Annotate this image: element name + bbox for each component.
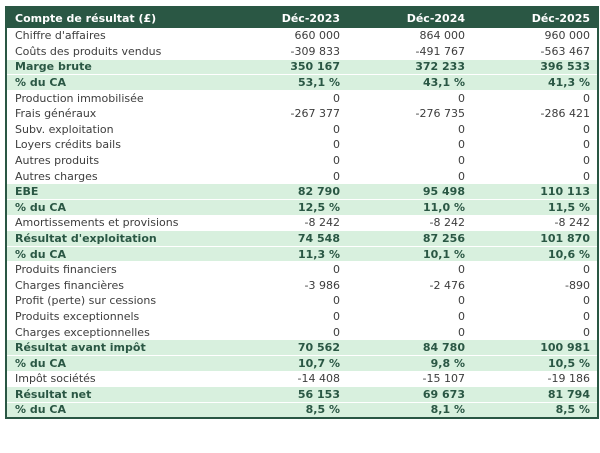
table-row [6, 309, 598, 325]
table-row [6, 44, 598, 60]
cell-value: 0 [333, 138, 340, 152]
cell-value: -3 986 [304, 278, 340, 292]
table-row [6, 355, 598, 371]
row-label: Coûts des produits vendus [15, 44, 162, 58]
cell-value: 0 [333, 325, 340, 339]
row-label: % du CA [15, 247, 66, 261]
cell-value: -15 107 [422, 372, 465, 386]
table-row [6, 387, 598, 403]
cell-value: 87 256 [422, 232, 465, 246]
cell-value: 0 [458, 169, 465, 183]
cell-value: 0 [333, 91, 340, 105]
row-label: Profit (perte) sur cessions [15, 294, 157, 308]
cell-value: 0 [458, 263, 465, 277]
table-header [6, 7, 598, 28]
cell-value: 11,0 % [423, 200, 465, 214]
cell-value: 0 [333, 294, 340, 308]
table-row [6, 184, 598, 200]
cell-value: 0 [583, 91, 590, 105]
row-label: Frais généraux [15, 107, 97, 121]
cell-value: 0 [333, 154, 340, 168]
column-header-dec-2024: Déc-2024 [347, 7, 472, 28]
cell-value: -14 408 [297, 372, 340, 386]
row-label: Résultat d'exploitation [15, 232, 157, 246]
cell-value: 0 [458, 138, 465, 152]
table-row [6, 231, 598, 247]
row-label: Résultat avant impôt [15, 341, 146, 355]
row-label: Autres produits [15, 154, 100, 168]
cell-value: 110 113 [540, 185, 590, 199]
cell-value: 0 [583, 263, 590, 277]
cell-value: 0 [458, 294, 465, 308]
header-row [6, 7, 598, 28]
cell-value: -267 377 [290, 107, 340, 121]
cell-value: 660 000 [294, 29, 340, 43]
cell-value: 0 [583, 122, 590, 136]
cell-value: 53,1 % [298, 76, 340, 90]
table-row [6, 340, 598, 356]
table-row [6, 246, 598, 262]
cell-value: -491 767 [415, 44, 465, 58]
cell-value: -8 242 [429, 216, 465, 230]
table-row [6, 371, 598, 387]
cell-value: 864 000 [419, 29, 465, 43]
cell-value: -563 467 [540, 44, 590, 58]
row-label: Impôt sociétés [15, 372, 96, 386]
column-header-dec-2025: Déc-2025 [472, 7, 598, 28]
table-row [6, 28, 598, 44]
cell-value: -2 476 [429, 278, 465, 292]
table-row [6, 278, 598, 294]
row-label: Production immobilisée [15, 91, 144, 105]
row-label: % du CA [15, 76, 66, 90]
cell-value: 0 [583, 138, 590, 152]
table-row [6, 153, 598, 169]
cell-value: 0 [333, 169, 340, 183]
cell-value: 56 153 [297, 387, 340, 401]
cell-value: -19 186 [547, 372, 590, 386]
cell-value: 12,5 % [298, 200, 340, 214]
row-label: Amortissements et provisions [15, 216, 179, 230]
cell-value: 11,3 % [298, 247, 340, 261]
cell-value: 0 [458, 154, 465, 168]
row-label: Loyers crédits bails [15, 138, 121, 152]
table-row [6, 200, 598, 216]
table-row [6, 324, 598, 340]
cell-value: 0 [458, 122, 465, 136]
table-row [6, 122, 598, 138]
cell-value: 10,5 % [548, 356, 590, 370]
table-row [6, 262, 598, 278]
cell-value: 0 [333, 122, 340, 136]
cell-value: 8,1 % [430, 403, 465, 417]
row-label: Marge brute [15, 60, 92, 74]
cell-value: 0 [583, 169, 590, 183]
cell-value: 0 [583, 309, 590, 323]
row-label: Chiffre d'affaires [15, 29, 106, 43]
cell-value: 0 [333, 309, 340, 323]
cell-value: -8 242 [304, 216, 340, 230]
cell-value: 9,8 % [430, 356, 465, 370]
cell-value: 10,1 % [423, 247, 465, 261]
cell-value: 0 [458, 325, 465, 339]
cell-value: 396 533 [540, 60, 590, 74]
cell-value: 372 233 [415, 60, 465, 74]
cell-value: 10,7 % [298, 356, 340, 370]
cell-value: 74 548 [297, 232, 340, 246]
income-statement-table [5, 6, 599, 419]
table-body [6, 28, 598, 418]
cell-value: 70 562 [297, 341, 340, 355]
row-label: EBE [15, 185, 39, 199]
table-row [6, 75, 598, 91]
cell-value: 95 498 [422, 185, 465, 199]
cell-value: 11,5 % [548, 200, 590, 214]
cell-value: 84 780 [422, 341, 465, 355]
cell-value: 10,6 % [548, 247, 590, 261]
table-row [6, 168, 598, 184]
cell-value: 100 981 [540, 341, 590, 355]
row-label: Résultat net [15, 387, 92, 401]
cell-value: 960 000 [544, 29, 590, 43]
table-row [6, 137, 598, 153]
row-label: Produits financiers [15, 263, 117, 277]
cell-value: -276 735 [415, 107, 465, 121]
cell-value: 0 [583, 154, 590, 168]
cell-value: -286 421 [540, 107, 590, 121]
row-label: Produits exceptionnels [15, 309, 140, 323]
column-header-dec-2023: Déc-2023 [222, 7, 347, 28]
row-label: Autres charges [15, 169, 98, 183]
cell-value: 101 870 [540, 232, 590, 246]
table-row [6, 293, 598, 309]
cell-value: 8,5 % [555, 403, 590, 417]
cell-value: -890 [565, 278, 590, 292]
cell-value: -309 833 [290, 44, 340, 58]
row-label: % du CA [15, 356, 66, 370]
row-label: Charges exceptionnelles [15, 325, 150, 339]
table-row [6, 215, 598, 231]
table-row [6, 106, 598, 122]
row-label: Charges financières [15, 278, 124, 292]
row-label: % du CA [15, 200, 66, 214]
cell-value: -8 242 [554, 216, 590, 230]
cell-value: 43,1 % [423, 76, 465, 90]
cell-value: 0 [458, 91, 465, 105]
table-row [6, 90, 598, 106]
cell-value: 0 [583, 294, 590, 308]
table-row [6, 402, 598, 418]
cell-value: 41,3 % [548, 76, 590, 90]
cell-value: 0 [333, 263, 340, 277]
cell-value: 82 790 [297, 185, 340, 199]
cell-value: 350 167 [290, 60, 340, 74]
table-row [6, 59, 598, 75]
row-label: Subv. exploitation [15, 122, 114, 136]
table-title: Compte de résultat (£) [6, 7, 222, 28]
cell-value: 69 673 [422, 387, 465, 401]
row-label: % du CA [15, 403, 66, 417]
cell-value: 8,5 % [305, 403, 340, 417]
cell-value: 81 794 [547, 387, 590, 401]
cell-value: 0 [583, 325, 590, 339]
cell-value: 0 [458, 309, 465, 323]
